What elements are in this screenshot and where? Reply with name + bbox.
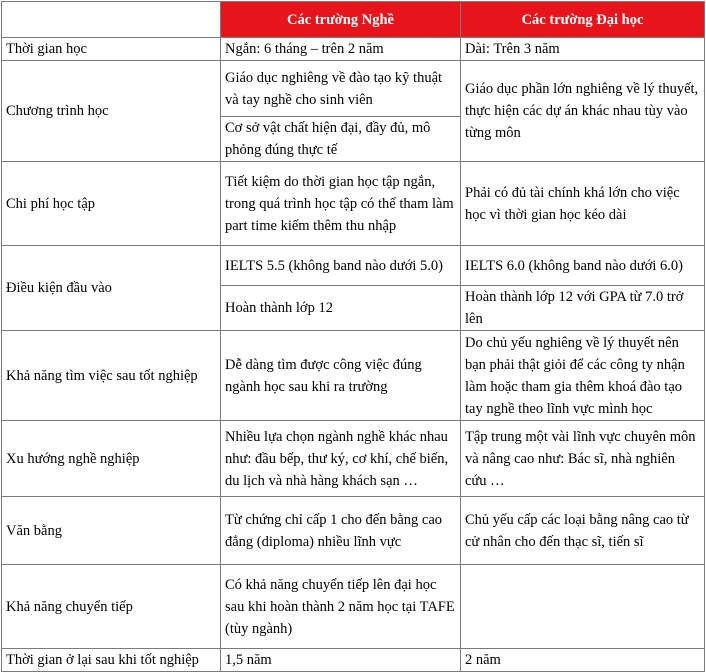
vocational-cell: Từ chứng chỉ cấp 1 cho đến bằng cao đẳng (diploma) nhiều lĩnh vực bbox=[221, 497, 461, 565]
university-cell bbox=[461, 565, 705, 649]
table-row bbox=[2, 38, 705, 61]
university-cell: IELTS 6.0 (không band nào dưới 6.0) bbox=[461, 246, 705, 286]
vocational-cell: Nhiều lựa chọn ngành nghề khác nhau như: đầu bếp, thư ký, cơ khí, chế biến, du lịch và nhà hàng khách sạn … bbox=[221, 421, 461, 497]
header-row bbox=[2, 2, 705, 38]
vocational-cell: 1,5 năm bbox=[221, 649, 461, 672]
university-cell: Do chủ yếu nghiêng về lý thuyết nên bạn phải thật giỏi để các công ty nhận làm hoặc tham gia thêm khoá đào tạo tay nghề theo lĩnh vực mình học bbox=[461, 331, 705, 421]
row-label: Chương trình học bbox=[2, 61, 221, 162]
row-label: Thời gian ở lại sau khi tốt nghiệp bbox=[2, 649, 221, 672]
vocational-cell: Có khả năng chuyển tiếp lên đại học sau khi hoàn thành 2 năm học tại TAFE (tùy ngành) bbox=[221, 565, 461, 649]
row-label: Khả năng tìm việc sau tốt nghiệp bbox=[2, 331, 221, 421]
vocational-cell: Dễ dàng tìm được công việc đúng ngành học sau khi ra trường bbox=[221, 331, 461, 421]
table-row bbox=[2, 497, 705, 565]
university-cell: Chủ yếu cấp các loại bằng nâng cao từ cử nhân cho đến thạc sĩ, tiến sĩ bbox=[461, 497, 705, 565]
table-row bbox=[2, 162, 705, 246]
university-cell: 2 năm bbox=[461, 649, 705, 672]
table-row bbox=[2, 649, 705, 672]
table-row bbox=[2, 421, 705, 497]
university-cell: Hoàn thành lớp 12 với GPA từ 7.0 trở lên bbox=[461, 286, 705, 331]
row-label: Xu hướng nghề nghiệp bbox=[2, 421, 221, 497]
comparison-table bbox=[1, 1, 705, 672]
vocational-cell: Hoàn thành lớp 12 bbox=[221, 286, 461, 331]
university-cell: Tập trung một vài lĩnh vực chuyên môn và nâng cao như: Bác sĩ, nhà nghiên cứu … bbox=[461, 421, 705, 497]
vocational-cell: Tiết kiệm do thời gian học tập ngắn, trong quá trình học tập có thể tham làm part time kiếm thêm thu nhập bbox=[221, 162, 461, 246]
vocational-cell: Giáo dục nghiêng về đào tạo kỹ thuật và tay nghề cho sinh viên bbox=[221, 61, 461, 117]
header-university: Các trường Đại học bbox=[461, 2, 705, 38]
vocational-cell: Ngắn: 6 tháng – trên 2 năm bbox=[221, 38, 461, 61]
header-blank bbox=[2, 2, 221, 38]
university-cell: Phải có đủ tài chính khá lớn cho việc học vì thời gian học kéo dài bbox=[461, 162, 705, 246]
row-label: Văn bằng bbox=[2, 497, 221, 565]
header-vocational: Các trường Nghề bbox=[221, 2, 461, 38]
row-label: Khả năng chuyển tiếp bbox=[2, 565, 221, 649]
university-cell: Dài: Trên 3 năm bbox=[461, 38, 705, 61]
university-cell: Giáo dục phần lớn nghiêng về lý thuyết, thực hiện các dự án khác nhau tùy vào từng môn bbox=[461, 61, 705, 162]
vocational-cell: IELTS 5.5 (không band nào dưới 5.0) bbox=[221, 246, 461, 286]
row-label: Chi phí học tập bbox=[2, 162, 221, 246]
table-row bbox=[2, 565, 705, 649]
table-row bbox=[2, 246, 705, 286]
row-label: Thời gian học bbox=[2, 38, 221, 61]
table-row bbox=[2, 331, 705, 421]
vocational-cell: Cơ sở vật chất hiện đại, đầy đủ, mô phỏng đúng thực tế bbox=[221, 117, 461, 162]
table-row bbox=[2, 61, 705, 117]
row-label: Điều kiện đầu vào bbox=[2, 246, 221, 331]
